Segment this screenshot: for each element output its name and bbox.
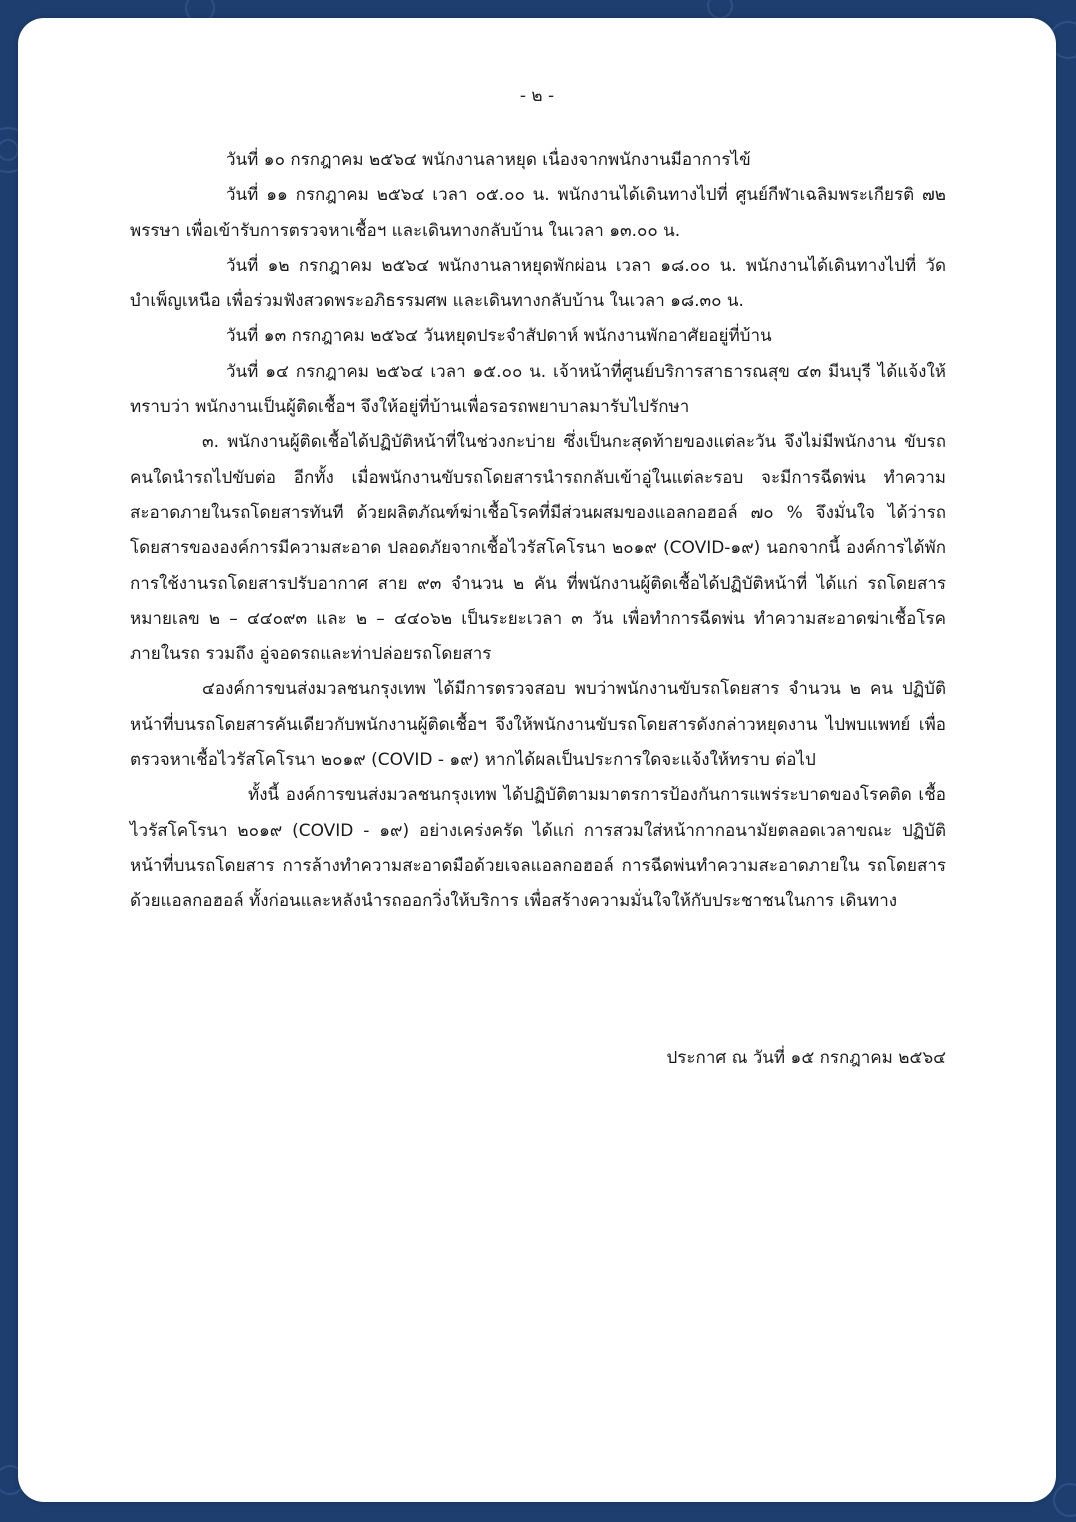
paragraph-jul-11: วันที่ ๑๑ กรกฎาคม ๒๕๖๔ เวลา ๐๕.๐๐ น. พนักงานได้เดินทางไปที่ ศูนย์กีฬาเฉลิมพระเกียรติ ๗๒ พรรษา เพื่อเข้ารับการตรวจหาเชื้อฯ และเดินทางกลับบ้าน ในเวลา ๑๓.๐๐ น. [130, 185, 946, 241]
paragraph-jul-14: วันที่ ๑๔ กรกฎาคม ๒๕๖๔ เวลา ๑๕.๐๐ น. เจ้าหน้าที่ศูนย์บริการสาธารณสุข ๔๓ มีนบุรี ได้แจ้งให้ทราบว่า พนักงานเป็นผู้ติดเชื้อฯ จึงให้อยู่ที่บ้านเพื่อรอรถพยาบาลมารับไปรักษา [130, 361, 946, 418]
paragraph-item-3: ๓. พนักงานผู้ติดเชื้อได้ปฏิบัติหน้าที่ในช่วงกะบ่าย ซึ่งเป็นกะสุดท้ายของแต่ละวัน จึงไม่มีพนักงาน ขับรถคนใดนำรถไปขับต่อ อีกทั้ง เมื่อพนักงานขับรถโดยสารนำรถกลับเข้าอู่ในแต่ละรอบ จะมีการฉีดพ่น ทำความสะอาดภายในรถโดยสารทันที ด้วยผลิตภัณฑ์ฆ่าเชื้อโรคที่มีส่วนผสมของแอลกอฮอล์ ๗๐ % จึงมั่นใจ ได้ว่ารถโดยสารขององค์การมีความสะอาด ปลอดภัยจากเชื้อไวรัสโคโรนา ๒๐๑๙ (COVID-๑๙) นอกจากนี้ องค์การได้พักการใช้งานรถโดยสารปรับอากาศ สาย ๙๓ จำนวน ๒ คัน ที่พนักงานผู้ติดเชื้อได้ปฏิบัติหน้าที่ ได้แก่ รถโดยสารหมายเลข ๒ – ๔๔๐๙๓ และ ๒ – ๔๔๐๖๒ เป็นระยะเวลา ๓ วัน เพื่อทำการฉีดพ่น ทำความสะอาดฆ่าเชื้อโรคภายในรถ รวมถึง อู่จอดรถและท่าปล่อยรถโดยสาร [130, 432, 946, 665]
paragraph-jul-12: วันที่ ๑๒ กรกฎาคม ๒๕๖๔ พนักงานลาหยุดพักผ่อน เวลา ๑๘.๐๐ น. พนักงานได้เดินทางไปที่ วัดบำเพ็ญเหนือ เพื่อร่วมฟังสวดพระอภิธรรมศพ และเดินทางกลับบ้าน ในเวลา ๑๘.๓๐ น. [130, 255, 946, 312]
paragraph-item-4: ๔องค์การขนส่งมวลชนกรุงเทพ ได้มีการตรวจสอบ พบว่าพนักงานขับรถโดยสาร จำนวน ๒ คน ปฏิบัติหน้าที่บนรถโดยสารคันเดียวกับพนักงานผู้ติดเชื้อฯ จึงให้พนักงานขับรถโดยสารดังกล่าวหยุดงาน ไปพบแพทย์ เพื่อตรวจหาเชื้อไวรัสโคโรนา ๒๐๑๙ (COVID - ๑๙) หากได้ผลเป็นประการใดจะแจ้งให้ทราบ ต่อไป [130, 679, 946, 771]
document-body [130, 143, 946, 920]
paragraph-measures: ทั้งนี้ องค์การขนส่งมวลชนกรุงเทพ ได้ปฏิบัติตามมาตรการป้องกันการแพร่ระบาดของโรคติด เชื้อไวรัสโคโรนา ๒๐๑๙ (COVID - ๑๙) อย่างเคร่งครัด ได้แก่ การสวมใส่หน้ากากอนามัยตลอดเวลาขณะ ปฏิบัติหน้าที่บนรถโดยสาร การล้างทำความสะอาดมือด้วยเจลแอลกอฮอล์ การฉีดพ่นทำความสะอาดภายใน รถโดยสารด้วยแอลกอฮอล์ ทั้งก่อนและหลังนำรถออกวิ่งให้บริการ เพื่อสร้างความมั่นใจให้กับประชาชนในการ เดินทาง [130, 785, 946, 912]
announcement-date: ประกาศ ณ วันที่ ๑๕ กรกฎาคม ๒๕๖๔ [666, 1048, 946, 1068]
paragraph-jul-10: วันที่ ๑๐ กรกฎาคม ๒๕๖๔ พนักงานลาหยุด เนื่องจากพนักงานมีอาการไข้ [226, 150, 751, 170]
paragraph-jul-13: วันที่ ๑๓ กรกฎาคม ๒๕๖๔ วันหยุดประจำสัปดาห์ พนักงานพักอาศัยอยู่ที่บ้าน [226, 326, 772, 347]
document-page [18, 18, 1056, 1502]
page-number: - ๒ - [519, 86, 555, 106]
